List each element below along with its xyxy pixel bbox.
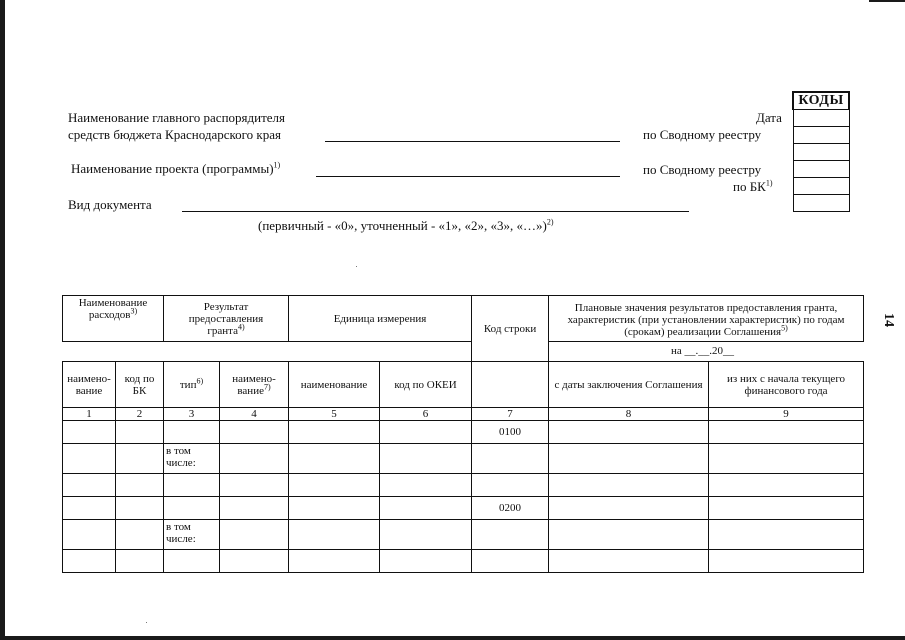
- table-cell[interactable]: [63, 497, 116, 520]
- table-cell[interactable]: [220, 421, 289, 444]
- date-label: Дата: [756, 110, 782, 125]
- sub-type: тип$^{6)}$: [164, 362, 220, 408]
- doc-type-hint: (первичный - «0», уточненный - «1», «2», «3», «…»)$^{2)}$: [258, 217, 554, 233]
- codes-cell-registry-2[interactable]: [793, 161, 849, 178]
- codes-cell-date[interactable]: [793, 110, 849, 127]
- column-number: 6: [380, 408, 472, 421]
- doc-type-input-line[interactable]: [182, 211, 689, 212]
- codes-cell-bk[interactable]: [793, 178, 849, 195]
- table-cell[interactable]: [289, 421, 380, 444]
- column-number: 4: [220, 408, 289, 421]
- recipient-label-line1: Наименование главного распорядителя: [68, 110, 285, 125]
- scan-bottom-edge: [0, 636, 905, 640]
- table-cell[interactable]: [380, 520, 472, 550]
- table-cell[interactable]: [709, 474, 864, 497]
- table-cell[interactable]: [472, 444, 549, 474]
- table-row: [63, 474, 864, 497]
- table-cell[interactable]: [116, 550, 164, 573]
- registry-label-2: по Сводному реестру: [643, 162, 762, 177]
- codes-cell-doc-type[interactable]: [793, 195, 849, 212]
- table-cell[interactable]: [63, 474, 116, 497]
- table-row: [63, 421, 864, 444]
- table-cell[interactable]: [164, 421, 220, 444]
- table-cell[interactable]: [709, 520, 864, 550]
- col-expenses-header: Наименование расходов$^{3)}$: [63, 296, 164, 342]
- table-cell[interactable]: [549, 550, 709, 573]
- table-cell[interactable]: [380, 550, 472, 573]
- column-number: 8: [549, 408, 709, 421]
- scan-speck: [356, 266, 357, 267]
- col-result-header: Результат предоставления гранта$^{4)}$: [164, 296, 289, 342]
- table-cell[interactable]: [549, 421, 709, 444]
- codes-box: [792, 91, 850, 212]
- table-cell[interactable]: [549, 474, 709, 497]
- hidden-spacer: [63, 342, 472, 362]
- row-code: 0200: [472, 497, 549, 520]
- table-cell[interactable]: [63, 421, 116, 444]
- table-cell[interactable]: [63, 520, 116, 550]
- table-cell[interactable]: [220, 474, 289, 497]
- table-cell[interactable]: [709, 421, 864, 444]
- table-cell[interactable]: [220, 497, 289, 520]
- sub-bk-code: код по БК: [116, 362, 164, 408]
- results-table: [62, 295, 864, 573]
- table-cell[interactable]: [164, 550, 220, 573]
- table-cell[interactable]: [116, 474, 164, 497]
- col-unit-header: Единица измерения: [289, 296, 472, 342]
- table-cell[interactable]: [63, 444, 116, 474]
- column-number: 9: [709, 408, 864, 421]
- sub-since-year: из них с начала текущего финансового года: [709, 362, 864, 408]
- codes-header: КОДЫ: [793, 92, 849, 110]
- table-row: [63, 520, 864, 550]
- table-cell[interactable]: [220, 520, 289, 550]
- table-cell[interactable]: [709, 444, 864, 474]
- sub-code-blank: [472, 362, 549, 408]
- table-cell[interactable]: [63, 550, 116, 573]
- column-numbers-row: [63, 408, 864, 421]
- table-cell[interactable]: [116, 421, 164, 444]
- table-cell[interactable]: [220, 550, 289, 573]
- codes-cell-registry[interactable]: [793, 127, 849, 144]
- column-number: 7: [472, 408, 549, 421]
- sub-okei: код по ОКЕИ: [380, 362, 472, 408]
- table-cell[interactable]: [472, 520, 549, 550]
- table-cell[interactable]: [472, 474, 549, 497]
- table-cell[interactable]: [289, 520, 380, 550]
- table-cell[interactable]: [289, 444, 380, 474]
- recipient-input-line[interactable]: [325, 141, 620, 142]
- table-cell[interactable]: [380, 444, 472, 474]
- table-cell[interactable]: [380, 474, 472, 497]
- col-code-header: Код строки: [472, 296, 549, 362]
- doc-type-label: Вид документа: [68, 197, 152, 212]
- sub-from-date: с даты заключения Соглашения: [549, 362, 709, 408]
- table-cell[interactable]: [164, 497, 220, 520]
- sub-expense-name: наимено-вание: [63, 362, 116, 408]
- table-cell[interactable]: [116, 520, 164, 550]
- sub-result-name: наимено-вание$^{7)}$: [220, 362, 289, 408]
- including-label: в том числе:: [164, 520, 220, 550]
- bk-label: по БК$^{1)}$: [733, 178, 773, 194]
- table-cell[interactable]: [289, 474, 380, 497]
- table-cell[interactable]: [472, 550, 549, 573]
- project-label: Наименование проекта (программы)$^{1)}$: [71, 160, 281, 176]
- table-row: [63, 444, 864, 474]
- scan-speck: [146, 622, 147, 623]
- table-cell[interactable]: [380, 497, 472, 520]
- table-cell[interactable]: [549, 444, 709, 474]
- sub-unit-name: наименование: [289, 362, 380, 408]
- column-number: 1: [63, 408, 116, 421]
- table-cell[interactable]: [709, 497, 864, 520]
- scan-top-edge: [869, 0, 905, 2]
- table-cell[interactable]: [116, 497, 164, 520]
- registry-label-1: по Сводному реестру: [643, 127, 762, 142]
- table-cell[interactable]: [116, 444, 164, 474]
- scan-left-edge: [0, 0, 5, 640]
- plan-date: на __.__.20__: [671, 345, 735, 357]
- page-number: 14: [881, 313, 896, 327]
- table-cell[interactable]: [289, 550, 380, 573]
- table-row: [63, 497, 864, 520]
- table-cell[interactable]: [220, 444, 289, 474]
- including-label: в том числе:: [164, 444, 220, 474]
- table-cell[interactable]: [289, 497, 380, 520]
- column-number: 5: [289, 408, 380, 421]
- row-code: 0100: [472, 421, 549, 444]
- column-number: 3: [164, 408, 220, 421]
- col-plan-header: Плановые значения результатов предоставления гранта, характеристик (при установлении характеристик) по годам (срокам) реализации Соглашения$^{5)}$: [549, 296, 864, 342]
- project-input-line[interactable]: [316, 176, 620, 177]
- recipient-label-line2: средств бюджета Краснодарского края: [68, 127, 281, 142]
- table-cell[interactable]: [164, 474, 220, 497]
- table-cell[interactable]: [709, 550, 864, 573]
- table-cell[interactable]: [380, 421, 472, 444]
- column-number: 2: [116, 408, 164, 421]
- table-cell[interactable]: [549, 520, 709, 550]
- table-cell[interactable]: [549, 497, 709, 520]
- codes-cell-spacer: [793, 144, 849, 161]
- table-row: [63, 550, 864, 573]
